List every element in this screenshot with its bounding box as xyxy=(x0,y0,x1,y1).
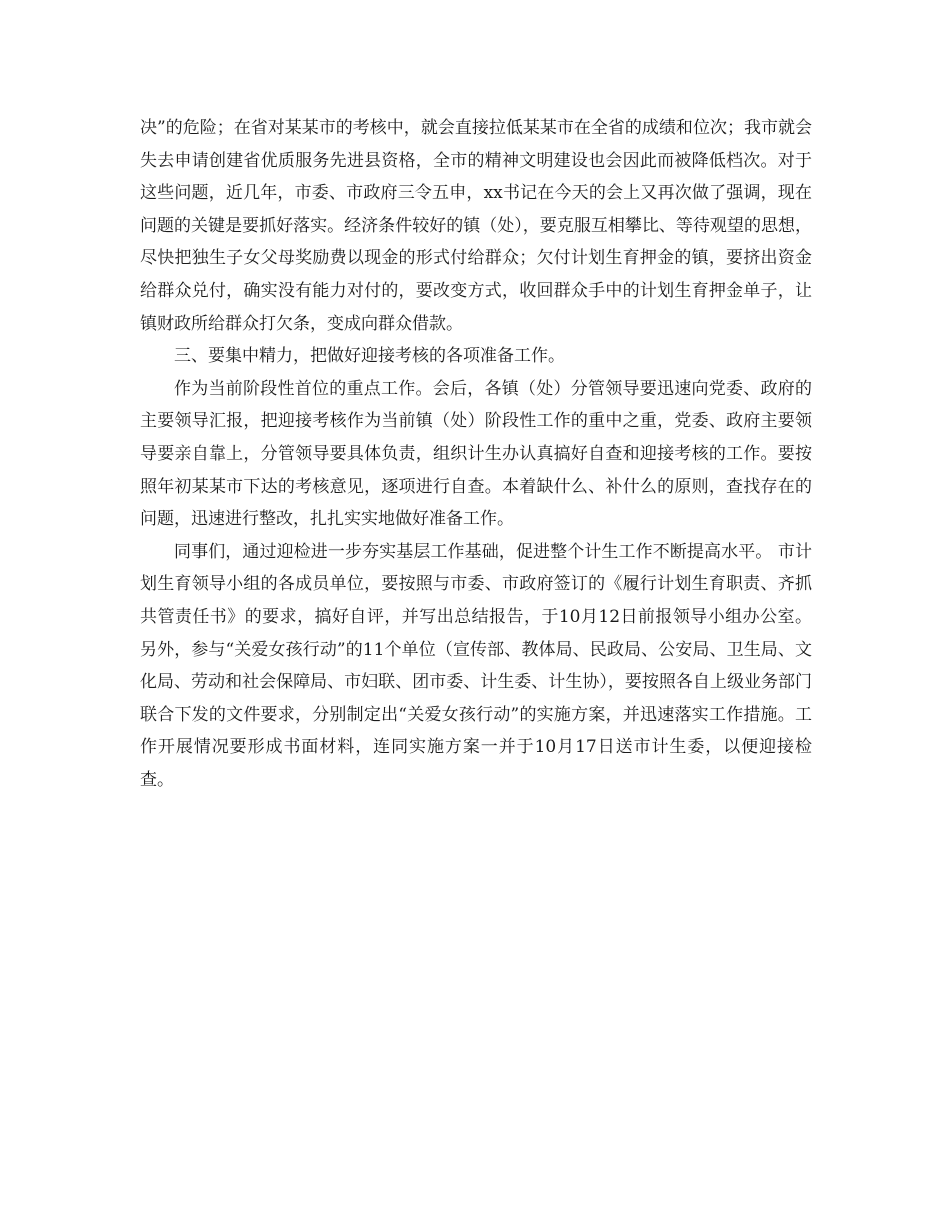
paragraph-closing: 同事们，通过迎检进一步夯实基层工作基础，促进整个计生工作不断提高水平。 市计划生育领导小组的各成员单位，要按照与市委、市政府签订的《履行计划生育职责、齐抓共管责任书》的要求，搞好自评，并写出总结报告，于10月12日前报领导小组办公室。 另外，参与“关爱女孩行动”的11个单位（宣传部、教体局、民政局、公安局、卫生局、文化局、劳动和社会保障局、市妇联、团市委、计生委、计生协），要按照各自上级业务部门联合下发的文件要求，分别制定出“关爱女孩行动”的实施方案，并迅速落实工作措施。工作开展情况要形成书面材料，连同实施方案一并于10月17日送市计生委，以便迎接检查。 xyxy=(140,541,812,790)
paragraph-continuation: 决”的危险；在省对某某市的考核中，就会直接拉低某某市在全省的成绩和位次；我市就会失去申请创建省优质服务先进县资格，全市的精神文明建设也会因此而被降低档次。对于这些问题，近几年，市委、市政府三令五申，xx书记在今天的会上又再次做了强调，现在问题的关键是要抓好落实。经济条件较好的镇（处），要克服互相攀比、等待观望的思想，尽快把独生子女父母奖励费以现金的形式付给群众；欠付计划生育押金的镇，要挤出资金给群众兑付，确实没有能力对付的，要改变方式，收回群众手中的计划生育押金单子，让镇财政所给群众打欠条，变成向群众借款。 xyxy=(140,118,812,334)
paragraph-preparation: 作为当前阶段性首位的重点工作。会后，各镇（处）分管领导要迅速向党委、政府的主要领导汇报，把迎接考核作为当前镇（处）阶段性工作的重中之重，党委、政府主要领导要亲自靠上，分管领导要具体负责，组织计生办认真搞好自查和迎接考核的工作。要按照年初某某市下达的考核意见，逐项进行自查。本着缺什么、补什么的原则，查找存在的问题，迅速进行整改，扎扎实实地做好准备工作。 xyxy=(140,378,812,530)
document-body xyxy=(140,112,812,796)
section-heading: 三、要集中精力，把做好迎接考核的各项准备工作。 xyxy=(174,346,565,367)
